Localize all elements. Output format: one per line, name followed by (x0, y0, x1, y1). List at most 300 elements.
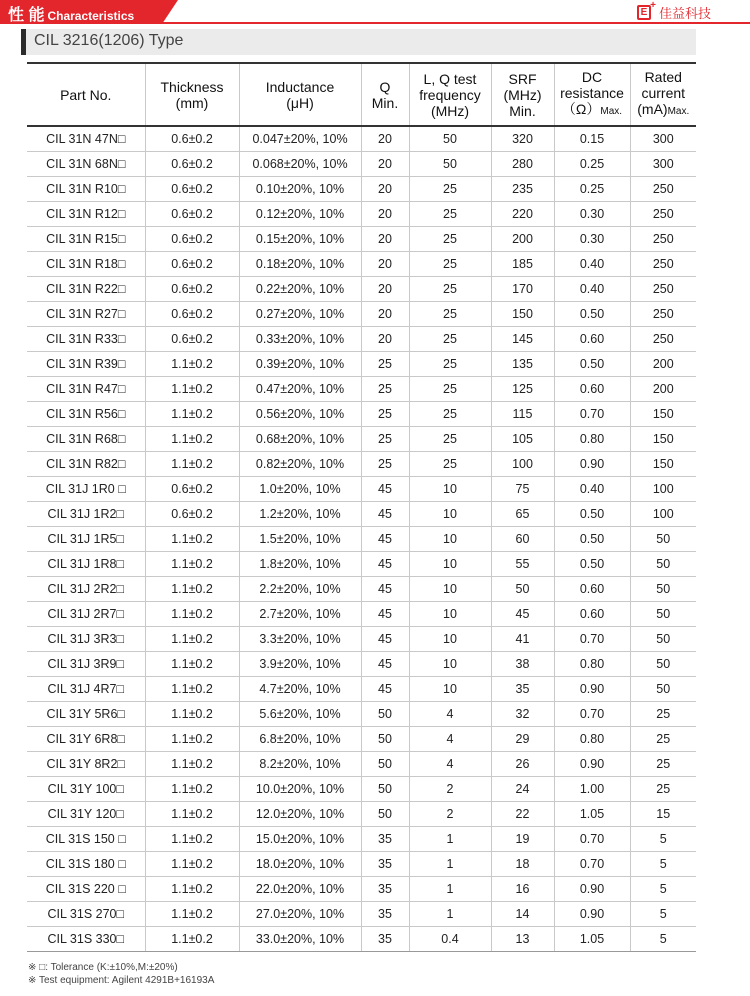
column-header-line: (mm) (175, 94, 209, 111)
table-cell: 18 (491, 852, 554, 877)
table-row (27, 227, 696, 252)
table-row (27, 602, 696, 627)
table-cell: 14 (491, 902, 554, 927)
table-cell: 25 (630, 752, 696, 777)
table-cell: 45 (361, 577, 409, 602)
table-cell: 2.7±20%, 10% (239, 602, 361, 627)
table-cell: 0.50 (554, 552, 630, 577)
table-row (27, 852, 696, 877)
table-cell: 0.6±0.2 (145, 202, 239, 227)
table-cell: 32 (491, 702, 554, 727)
table-row (27, 777, 696, 802)
table-cell: 0.60 (554, 377, 630, 402)
table-cell: 0.90 (554, 752, 630, 777)
table-cell: 1.1±0.2 (145, 427, 239, 452)
table-cell: 150 (491, 302, 554, 327)
column-header-line: SRF (508, 70, 537, 87)
column-header (27, 63, 145, 126)
table-cell: 0.90 (554, 677, 630, 702)
table-cell: 0.6±0.2 (145, 126, 239, 152)
table-cell: 4 (409, 727, 491, 752)
table-cell: 0.4 (409, 927, 491, 952)
table-cell: 0.30 (554, 227, 630, 252)
table-cell: 145 (491, 327, 554, 352)
table-cell: 0.90 (554, 452, 630, 477)
spec-table (27, 62, 696, 952)
table-cell: 1.1±0.2 (145, 552, 239, 577)
table-cell: 135 (491, 352, 554, 377)
table-row (27, 927, 696, 952)
table-cell: 50 (361, 777, 409, 802)
table-row (27, 552, 696, 577)
table-cell: 10 (409, 502, 491, 527)
table-cell: CIL 31N 47N□ (27, 126, 145, 152)
table-cell: CIL 31N R47□ (27, 377, 145, 402)
column-header-line: frequency (419, 86, 481, 103)
column-header-line: Part No. (60, 86, 112, 103)
table-cell: 35 (361, 902, 409, 927)
table-cell: 33.0±20%, 10% (239, 927, 361, 952)
table-cell: 20 (361, 177, 409, 202)
table-cell: 10 (409, 577, 491, 602)
table-cell: 19 (491, 827, 554, 852)
table-cell: CIL 31N R18□ (27, 252, 145, 277)
table-cell: 50 (491, 577, 554, 602)
table-cell: 2.2±20%, 10% (239, 577, 361, 602)
section-accent-bar (21, 29, 26, 55)
section-header (21, 29, 696, 55)
table-cell: 1.05 (554, 802, 630, 827)
table-cell: 0.6±0.2 (145, 327, 239, 352)
table-cell: 5 (630, 877, 696, 902)
table-cell: 65 (491, 502, 554, 527)
table-row (27, 827, 696, 852)
table-cell: 250 (630, 177, 696, 202)
table-cell: 0.90 (554, 902, 630, 927)
table-row (27, 502, 696, 527)
table-cell: 200 (491, 227, 554, 252)
table-cell: 5 (630, 902, 696, 927)
table-cell: 250 (630, 252, 696, 277)
table-cell: 35 (491, 677, 554, 702)
table-cell: 0.18±20%, 10% (239, 252, 361, 277)
table-cell: 25 (409, 177, 491, 202)
table-row (27, 652, 696, 677)
table-cell: 16 (491, 877, 554, 902)
table-cell: 10 (409, 627, 491, 652)
table-cell: 3.3±20%, 10% (239, 627, 361, 652)
table-cell: 45 (361, 627, 409, 652)
table-cell: 0.25 (554, 177, 630, 202)
table-cell: 25 (361, 452, 409, 477)
table-cell: 0.6±0.2 (145, 277, 239, 302)
table-cell: 5.6±20%, 10% (239, 702, 361, 727)
column-header (630, 63, 696, 126)
table-cell: 50 (361, 727, 409, 752)
column-header-line: (mA) (637, 101, 668, 117)
table-cell: CIL 31N R68□ (27, 427, 145, 452)
table-cell: 4 (409, 752, 491, 777)
table-cell: 50 (361, 702, 409, 727)
table-cell: 1.8±20%, 10% (239, 552, 361, 577)
column-header-line: Inductance (265, 78, 335, 95)
table-cell: 25 (361, 377, 409, 402)
column-header (145, 63, 239, 126)
table-cell: 1.1±0.2 (145, 377, 239, 402)
column-header-line: Min. (509, 102, 536, 119)
table-cell: 75 (491, 477, 554, 502)
table-cell: 250 (630, 302, 696, 327)
table-cell: 100 (630, 477, 696, 502)
column-header-line (555, 101, 630, 120)
table-cell: 6.8±20%, 10% (239, 727, 361, 752)
table-cell: 0.50 (554, 302, 630, 327)
table-cell: 250 (630, 277, 696, 302)
column-header-line: L, Q test (423, 70, 477, 87)
table-cell: 10.0±20%, 10% (239, 777, 361, 802)
table-cell: 1.1±0.2 (145, 602, 239, 627)
table-cell: 1.2±20%, 10% (239, 502, 361, 527)
logo-text: 佳益科技 (659, 6, 712, 21)
table-cell: 25 (361, 427, 409, 452)
footnotes (28, 961, 214, 987)
table-cell: 2 (409, 777, 491, 802)
table-cell: 0.50 (554, 502, 630, 527)
table-cell: 0.15 (554, 126, 630, 152)
table-cell: 0.47±20%, 10% (239, 377, 361, 402)
table-cell: CIL 31Y 8R2□ (27, 752, 145, 777)
table-cell: 100 (491, 452, 554, 477)
table-cell: CIL 31N R10□ (27, 177, 145, 202)
table-row (27, 752, 696, 777)
table-row (27, 877, 696, 902)
table-row (27, 727, 696, 752)
column-header-line: Rated (644, 69, 682, 85)
table-cell: 15.0±20%, 10% (239, 827, 361, 852)
table-cell: 50 (630, 627, 696, 652)
table-cell: 45 (361, 477, 409, 502)
column-header-line: (μH) (286, 94, 314, 111)
table-cell: CIL 31N R56□ (27, 402, 145, 427)
table-cell: 3.9±20%, 10% (239, 652, 361, 677)
table-cell: 0.6±0.2 (145, 227, 239, 252)
table-cell: 12.0±20%, 10% (239, 802, 361, 827)
table-cell: 1.1±0.2 (145, 752, 239, 777)
table-cell: 0.047±20%, 10% (239, 126, 361, 152)
table-cell: 13 (491, 927, 554, 952)
table-cell: 0.68±20%, 10% (239, 427, 361, 452)
table-cell: 1.1±0.2 (145, 402, 239, 427)
table-cell: 1.1±0.2 (145, 927, 239, 952)
table-cell: 50 (630, 577, 696, 602)
table-cell: 8.2±20%, 10% (239, 752, 361, 777)
title-cn: 性 能 (8, 7, 45, 24)
table-cell: 0.70 (554, 827, 630, 852)
table-cell: 10 (409, 527, 491, 552)
table-cell: 25 (409, 202, 491, 227)
table-cell: 0.60 (554, 577, 630, 602)
table-cell: 1.1±0.2 (145, 527, 239, 552)
table-cell: 1.5±20%, 10% (239, 527, 361, 552)
table-cell: CIL 31N R39□ (27, 352, 145, 377)
table-cell: 150 (630, 427, 696, 452)
header-row (27, 63, 696, 126)
table-header (27, 63, 696, 126)
table-body (27, 126, 696, 952)
table-cell: 1.1±0.2 (145, 452, 239, 477)
table-cell: 29 (491, 727, 554, 752)
table-cell: 1 (409, 877, 491, 902)
table-cell: 0.6±0.2 (145, 302, 239, 327)
table-cell: 250 (630, 327, 696, 352)
table-row (27, 252, 696, 277)
section-title: CIL 3216(1206) Type (34, 32, 184, 49)
table-cell: 1.1±0.2 (145, 827, 239, 852)
column-header (491, 63, 554, 126)
table-cell: 45 (361, 552, 409, 577)
table-row (27, 277, 696, 302)
table-cell: 50 (361, 752, 409, 777)
table-cell: 25 (361, 352, 409, 377)
table-cell: CIL 31J 2R2□ (27, 577, 145, 602)
table-cell: 0.60 (554, 327, 630, 352)
table-row (27, 377, 696, 402)
table-cell: CIL 31N R15□ (27, 227, 145, 252)
table-cell: 170 (491, 277, 554, 302)
table-cell: 18.0±20%, 10% (239, 852, 361, 877)
table-row (27, 302, 696, 327)
table-cell: CIL 31J 1R2□ (27, 502, 145, 527)
table-cell: 35 (361, 877, 409, 902)
table-cell: 20 (361, 252, 409, 277)
table-cell: 100 (630, 502, 696, 527)
column-header (554, 63, 630, 126)
column-header (409, 63, 491, 126)
table-cell: 0.40 (554, 252, 630, 277)
table-cell: 45 (361, 652, 409, 677)
table-cell: 0.6±0.2 (145, 152, 239, 177)
table-cell: 0.25 (554, 152, 630, 177)
table-row (27, 177, 696, 202)
table-cell: 50 (630, 677, 696, 702)
table-cell: 250 (630, 202, 696, 227)
table-cell: 1.1±0.2 (145, 677, 239, 702)
title-en: Characteristics (47, 9, 135, 23)
table-cell: 1 (409, 902, 491, 927)
table-cell: 1.00 (554, 777, 630, 802)
table-cell: CIL 31N R27□ (27, 302, 145, 327)
table-row (27, 452, 696, 477)
table-cell: 1.1±0.2 (145, 802, 239, 827)
tolerance-note: ※ □: Tolerance (K:±10%,M:±20%) (28, 962, 178, 973)
table-cell: CIL 31N R82□ (27, 452, 145, 477)
table-cell: 150 (630, 452, 696, 477)
column-header-unit: Max. (600, 106, 623, 117)
table-cell: 25 (409, 227, 491, 252)
table-cell: 1 (409, 852, 491, 877)
table-cell: 25 (409, 352, 491, 377)
table-cell: CIL 31J 2R7□ (27, 602, 145, 627)
table-cell: 0.10±20%, 10% (239, 177, 361, 202)
table-cell: 0.70 (554, 627, 630, 652)
table-cell: 0.90 (554, 877, 630, 902)
table-cell: CIL 31Y 6R8□ (27, 727, 145, 752)
column-header-line: （Ω） (561, 101, 601, 117)
table-cell: 20 (361, 126, 409, 152)
equipment-note: ※ Test equipment: Agilent 4291B+16193A (28, 975, 215, 986)
table-cell: 1.1±0.2 (145, 652, 239, 677)
table-cell: 0.6±0.2 (145, 252, 239, 277)
table-cell: 25 (630, 777, 696, 802)
column-header-line: (MHz) (430, 102, 470, 119)
table-cell: 1.1±0.2 (145, 902, 239, 927)
table-cell: 25 (409, 302, 491, 327)
table-cell: 25 (630, 702, 696, 727)
table-cell: 0.80 (554, 652, 630, 677)
table-cell: 35 (361, 852, 409, 877)
column-header-unit: Max. (667, 106, 690, 117)
table-cell: 280 (491, 152, 554, 177)
table-cell: 0.60 (554, 602, 630, 627)
table-cell: 0.27±20%, 10% (239, 302, 361, 327)
table-cell: 24 (491, 777, 554, 802)
column-header (361, 63, 409, 126)
table-cell: CIL 31J 3R9□ (27, 652, 145, 677)
table-cell: 20 (361, 277, 409, 302)
table-cell: 25 (409, 277, 491, 302)
table-cell: 2 (409, 802, 491, 827)
column-header-line: Thickness (160, 78, 224, 95)
table-row (27, 202, 696, 227)
table-cell: 50 (361, 802, 409, 827)
column-header-line: DC (581, 69, 603, 85)
table-row (27, 477, 696, 502)
table-cell: 250 (630, 227, 696, 252)
table-cell: 0.12±20%, 10% (239, 202, 361, 227)
table-cell: 25 (630, 727, 696, 752)
table-row (27, 352, 696, 377)
table-row (27, 902, 696, 927)
logo-icon (637, 0, 656, 20)
column-header-line: Min. (371, 94, 399, 111)
table-cell: 235 (491, 177, 554, 202)
table-cell: 0.70 (554, 852, 630, 877)
table-cell: 0.80 (554, 427, 630, 452)
column-header-line (631, 101, 697, 120)
table-cell: 35 (361, 927, 409, 952)
logo-mark-letter: E (640, 7, 648, 18)
table-cell: CIL 31N R22□ (27, 277, 145, 302)
table-cell: 10 (409, 477, 491, 502)
table-cell: 1.05 (554, 927, 630, 952)
table-cell: 0.82±20%, 10% (239, 452, 361, 477)
table-cell: 1.1±0.2 (145, 577, 239, 602)
table-cell: 50 (630, 552, 696, 577)
table-cell: 4.7±20%, 10% (239, 677, 361, 702)
table-cell: 45 (361, 502, 409, 527)
table-cell: 1.1±0.2 (145, 877, 239, 902)
column-header-line: Q (379, 78, 391, 95)
table-cell: 10 (409, 677, 491, 702)
table-cell: 22.0±20%, 10% (239, 877, 361, 902)
table-cell: 0.70 (554, 702, 630, 727)
table-cell: 50 (630, 602, 696, 627)
table-cell: CIL 31S 330□ (27, 927, 145, 952)
table-cell: 220 (491, 202, 554, 227)
table-cell: 50 (409, 152, 491, 177)
table-cell: 0.40 (554, 277, 630, 302)
table-cell: 50 (630, 527, 696, 552)
table-cell: 45 (361, 677, 409, 702)
table-cell: 25 (409, 452, 491, 477)
table-cell: CIL 31N R12□ (27, 202, 145, 227)
table-cell: 125 (491, 377, 554, 402)
table-cell: 0.50 (554, 527, 630, 552)
table-cell: 185 (491, 252, 554, 277)
table-cell: 0.22±20%, 10% (239, 277, 361, 302)
table-cell: CIL 31S 180 □ (27, 852, 145, 877)
table-cell: 320 (491, 126, 554, 152)
table-cell: 10 (409, 652, 491, 677)
table-cell: 27.0±20%, 10% (239, 902, 361, 927)
column-header-line: current (641, 85, 686, 101)
table-cell: 1 (409, 827, 491, 852)
table-cell: 25 (409, 402, 491, 427)
table-cell: CIL 31N R33□ (27, 327, 145, 352)
table-cell: 1.1±0.2 (145, 727, 239, 752)
table-cell: 50 (630, 652, 696, 677)
table-row (27, 527, 696, 552)
table-cell: CIL 31J 1R5□ (27, 527, 145, 552)
column-header-line: resistance (560, 85, 624, 101)
table-cell: 0.068±20%, 10% (239, 152, 361, 177)
table-cell: 45 (491, 602, 554, 627)
table-row (27, 677, 696, 702)
table-cell: CIL 31Y 120□ (27, 802, 145, 827)
table-cell: 25 (361, 402, 409, 427)
table-cell: CIL 31J 3R3□ (27, 627, 145, 652)
table-cell: 45 (361, 602, 409, 627)
table-cell: 1.1±0.2 (145, 777, 239, 802)
table-row (27, 152, 696, 177)
table-cell: CIL 31J 4R7□ (27, 677, 145, 702)
table-cell: 20 (361, 202, 409, 227)
table-cell: CIL 31Y 5R6□ (27, 702, 145, 727)
table-row (27, 802, 696, 827)
logo-plus-icon: + (650, 0, 656, 11)
table-cell: CIL 31S 270□ (27, 902, 145, 927)
table-row (27, 427, 696, 452)
table-cell: 0.15±20%, 10% (239, 227, 361, 252)
table-row (27, 126, 696, 152)
table-cell: 50 (409, 126, 491, 152)
table-cell: 20 (361, 152, 409, 177)
table-cell: 45 (361, 527, 409, 552)
banner-slant (162, 0, 178, 24)
table-cell: 150 (630, 402, 696, 427)
table-cell: CIL 31J 1R8□ (27, 552, 145, 577)
table-cell: CIL 31N 68N□ (27, 152, 145, 177)
column-header (239, 63, 361, 126)
table-cell: 0.40 (554, 477, 630, 502)
page-title (8, 2, 134, 25)
table-cell: 200 (630, 352, 696, 377)
table-cell: 20 (361, 327, 409, 352)
table-cell: 1.0±20%, 10% (239, 477, 361, 502)
table-cell: 0.80 (554, 727, 630, 752)
table-cell: 200 (630, 377, 696, 402)
table-row (27, 702, 696, 727)
